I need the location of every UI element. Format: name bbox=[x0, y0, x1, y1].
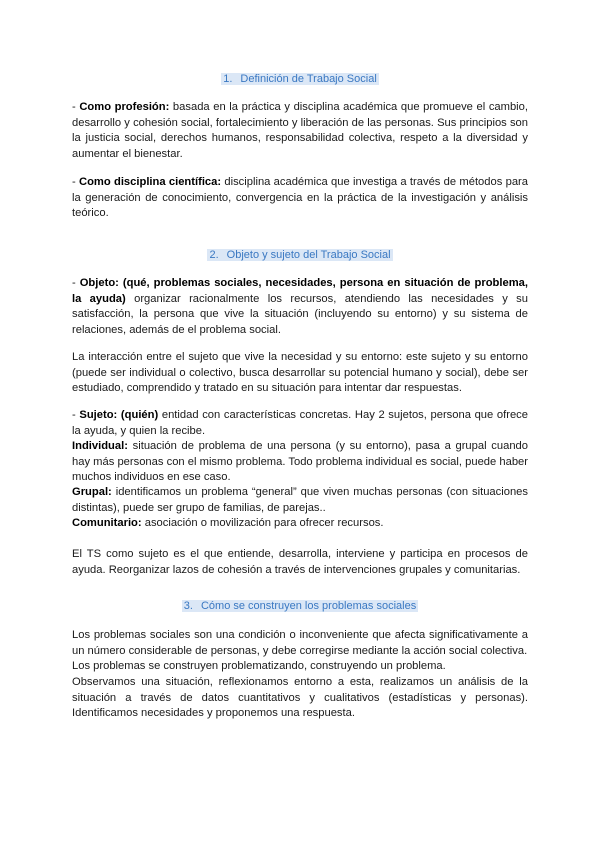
section-3-paragraph-2 bbox=[72, 659, 528, 675]
paragraph-prefix: - bbox=[72, 101, 80, 113]
paragraph-text: Observamos una situación, reflexionamos entorno a esta, realizamos un análisis de la situación a través de datos cuantitativos y cualitativos (estadísticas y personas). Identificamos necesidades y proponemos una respuesta. bbox=[72, 676, 528, 720]
section-1-heading bbox=[0, 72, 600, 86]
section-1-title: Definición de Trabajo Social bbox=[240, 73, 377, 85]
paragraph-text: identificamos un problema “general” que viven muchas personas (con situaciones distintas), puede ser grupo de familias, de parejas.. bbox=[72, 486, 528, 514]
paragraph-bold-lead: Como profesión: bbox=[79, 101, 170, 113]
paragraph-bold-lead: Como disciplina científica: bbox=[79, 176, 222, 188]
paragraph-text: disciplina académica que investiga a través de métodos para la generación de conocimiento, convergencia en la práctica de la investigación y análisis teórico. bbox=[72, 176, 528, 220]
section-2-title: Objeto y sujeto del Trabajo Social bbox=[226, 249, 391, 261]
paragraph-text: asociación o movilización para ofrecer recursos. bbox=[141, 517, 384, 529]
section-1-paragraph-1 bbox=[72, 100, 528, 162]
paragraph-text: El TS como sujeto es el que entiende, desarrolla, interviene y participa en procesos de ayuda. Reorganizar lazos de cohesión a través de intervenciones grupales y comunitarias. bbox=[72, 548, 528, 576]
paragraph-bold-lead: Grupal: bbox=[72, 486, 112, 498]
paragraph-prefix: - bbox=[72, 409, 80, 421]
paragraph-prefix: - bbox=[72, 277, 80, 289]
section-2-paragraph-4 bbox=[72, 439, 528, 486]
section-3-heading bbox=[0, 599, 600, 613]
paragraph-bold-lead: Sujeto: (quién) bbox=[79, 409, 159, 421]
section-3-paragraph-3 bbox=[72, 675, 528, 722]
paragraph-bold-lead: Comunitario: bbox=[72, 517, 142, 529]
paragraph-prefix: - bbox=[72, 176, 80, 188]
section-2-paragraph-1 bbox=[72, 276, 528, 338]
section-3-number: 3. bbox=[183, 600, 193, 612]
paragraph-text: organizar racionalmente los recursos, atendiendo las necesidades y su satisfacción, la persona que vive la situación (incluyendo su entorno) y su sistema de relaciones, además de el problema social. bbox=[72, 292, 528, 336]
section-2-paragraph-5 bbox=[72, 485, 528, 516]
paragraph-text: situación de problema de una persona (y su entorno), pasa a grupal cuando hay más personas con el mismo problema. Todo problema individual es social, puede haber muchos individuos en ese caso. bbox=[72, 440, 528, 484]
section-2-paragraph-6 bbox=[72, 516, 528, 532]
section-3-paragraph-1 bbox=[72, 628, 528, 659]
section-2-paragraph-2 bbox=[72, 350, 528, 397]
section-1-number: 1. bbox=[223, 73, 233, 85]
paragraph-bold-lead: Objeto: (qué, problemas sociales, necesidades, persona en situación de problema, la ayuda) bbox=[72, 277, 528, 305]
paragraph-text: entidad con características concretas. Hay 2 sujetos, persona que ofrece la ayuda, y quien la recibe. bbox=[72, 409, 528, 437]
paragraph-bold-lead: Individual: bbox=[72, 440, 128, 452]
paragraph-text: Los problemas se construyen problematizando, construyendo un problema. bbox=[72, 660, 446, 672]
section-2-paragraph-3 bbox=[72, 408, 528, 439]
section-2-paragraph-7 bbox=[72, 547, 528, 578]
section-2-heading bbox=[0, 248, 600, 262]
paragraph-text: La interacción entre el sujeto que vive la necesidad y su entorno: este sujeto y su entorno (puede ser individual o colectivo, busca desarrollar su potencial humano y social), debe ser estudiado, comprendido y tratado en su situación para intentar dar respuestas. bbox=[72, 351, 528, 395]
paragraph-text: basada en la práctica y disciplina académica que promueve el cambio, desarrollo y cohesión social, fortalecimiento y liberación de las personas. Sus principios son la justicia social, derechos humanos, responsabilidad colectiva, respeto a la diversidad y aumentar el bienestar. bbox=[72, 101, 528, 160]
section-3-title: Cómo se construyen los problemas sociales bbox=[200, 600, 417, 612]
paragraph-text: Los problemas sociales son una condición o inconveniente que afecta significativamente a un número considerable de personas, y debe corregirse mediante la acción social colectiva. bbox=[72, 629, 528, 657]
section-2-number: 2. bbox=[209, 249, 219, 261]
section-1-paragraph-2 bbox=[72, 175, 528, 222]
